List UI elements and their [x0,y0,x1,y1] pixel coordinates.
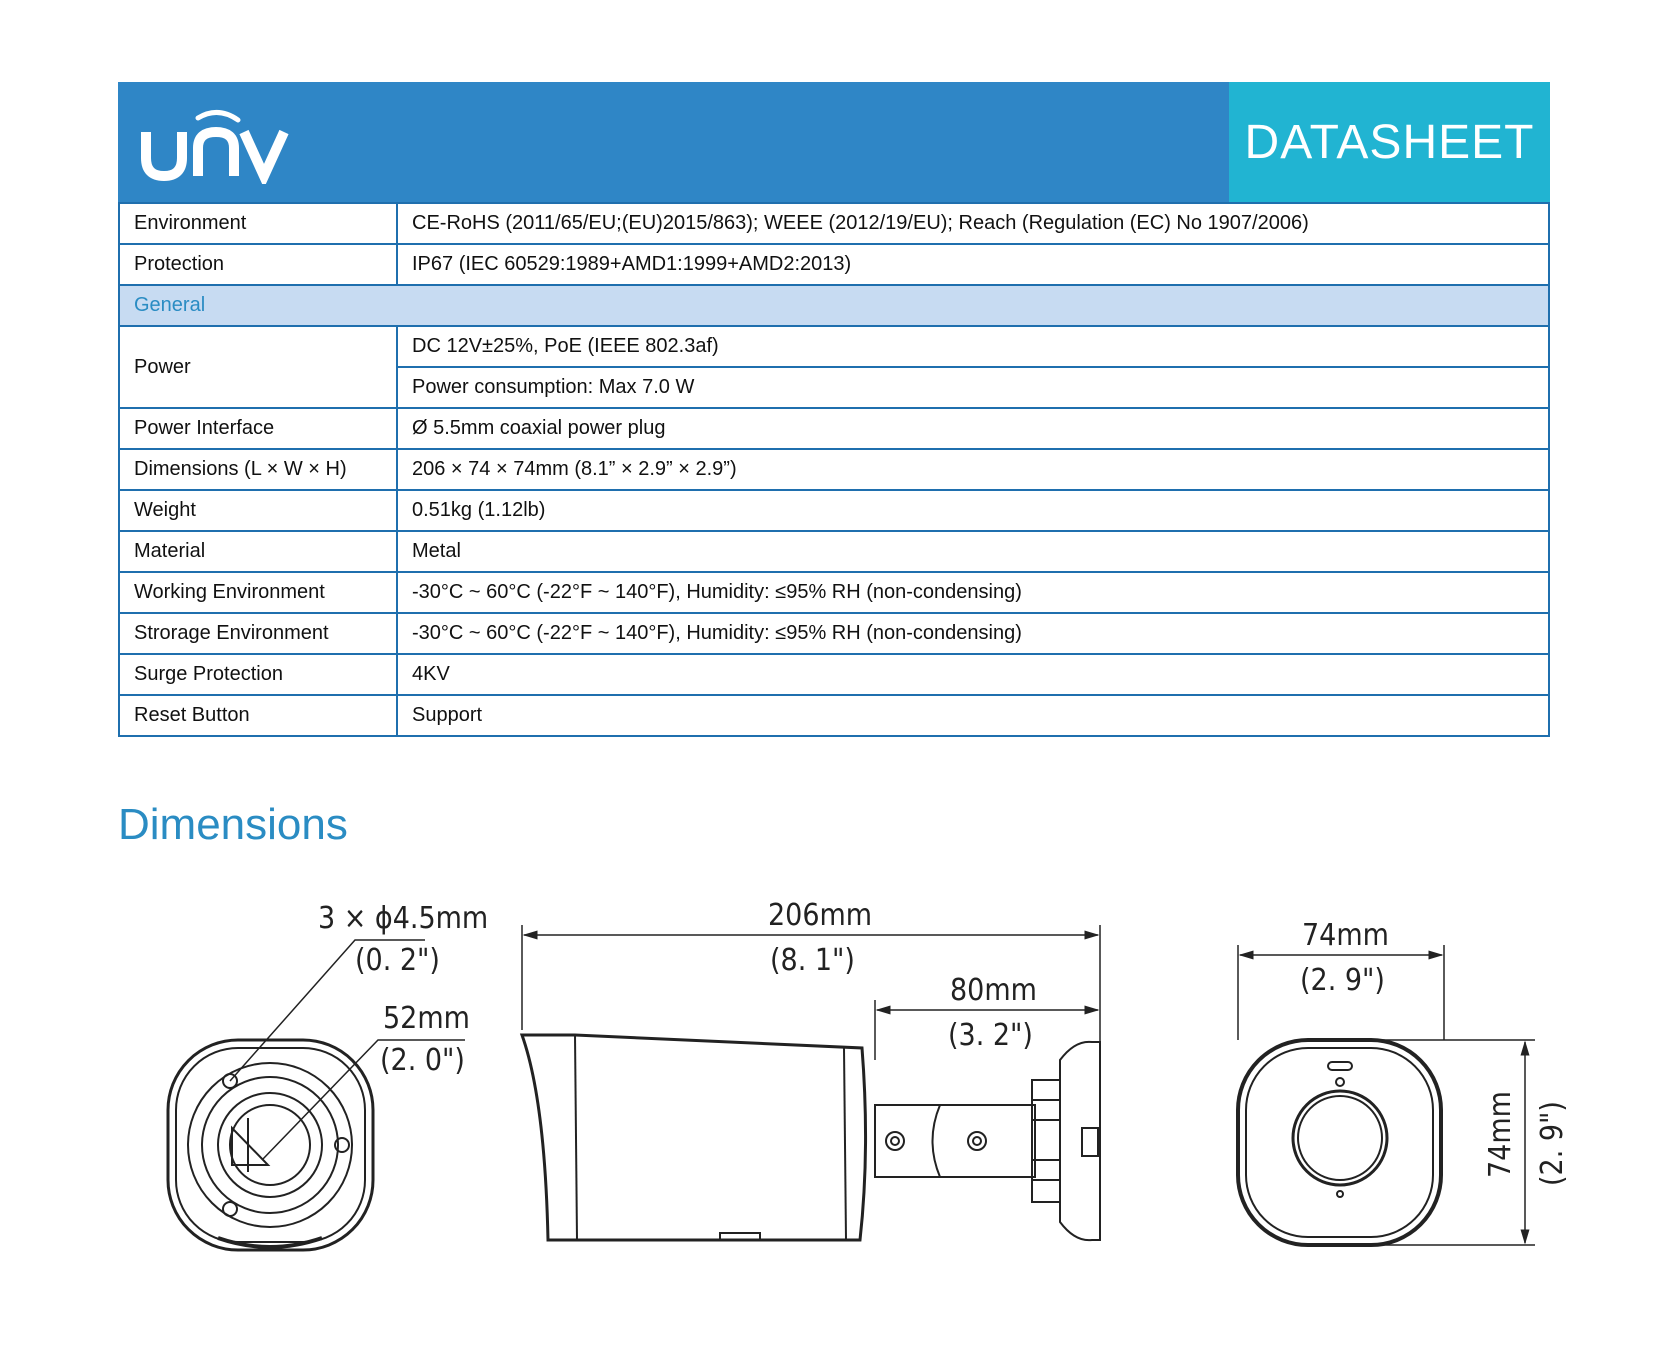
spec-value: Metal [397,531,1549,572]
spec-value: DC 12V±25%, PoE (IEEE 802.3af) [397,326,1549,367]
side-bracket-inch-label: (3. 2") [948,1018,1033,1053]
spec-value: Ø 5.5mm coaxial power plug [397,408,1549,449]
spec-label: Power Interface [119,408,397,449]
section-title: General [119,285,1549,326]
spec-value: Power consumption: Max 7.0 W [397,367,1549,408]
base-diameter-inch-label: (2. 0") [380,1043,465,1078]
spec-value: IP67 (IEC 60529:1989+AMD1:1999+AMD2:2013) [397,244,1549,285]
front-width-label: 74mm [1302,918,1389,953]
dimensions-title: Dimensions [118,800,348,849]
spec-value: 4KV [397,654,1549,695]
base-diameter-label: 52mm [383,1001,470,1036]
front-height-inch-label: (2. 9") [1535,1101,1570,1186]
side-length-label: 206mm [768,898,873,933]
spec-label: Protection [119,244,397,285]
base-holes-inch-label: (0. 2") [355,943,440,978]
spec-label: Reset Button [119,695,397,736]
spec-value: 206 × 74 × 74mm (8.1” × 2.9” × 2.9”) [397,449,1549,490]
spec-value: -30°C ~ 60°C (-22°F ~ 140°F), Humidity: ≤95% RH (non-condensing) [397,613,1549,654]
spec-value: 0.51kg (1.12lb) [397,490,1549,531]
spec-value: CE-RoHS (2011/65/EU;(EU)2015/863); WEEE (2012/19/EU); Reach (Regulation (EC) No 1907/2006) [397,203,1549,244]
spec-label: Surge Protection [119,654,397,695]
spec-label: Environment [119,203,397,244]
side-bracket-label: 80mm [950,973,1037,1008]
datasheet-label: DATASHEET [1244,115,1535,169]
front-width-inch-label: (2. 9") [1300,963,1385,998]
spec-label: Working Environment [119,572,397,613]
spec-value: Support [397,695,1549,736]
base-view [168,940,465,1250]
spec-label: Material [119,531,397,572]
spec-label: Weight [119,490,397,531]
front-height-label: 74mm [1483,1091,1518,1178]
base-holes-label: 3 × ϕ4.5mm [318,901,489,936]
side-length-inch-label: (8. 1") [770,943,855,978]
spec-label: Power [119,326,397,408]
spec-label: Strorage Environment [119,613,397,654]
spec-label: Dimensions (L × W × H) [119,449,397,490]
spec-value: -30°C ~ 60°C (-22°F ~ 140°F), Humidity: ≤95% RH (non-condensing) [397,572,1549,613]
